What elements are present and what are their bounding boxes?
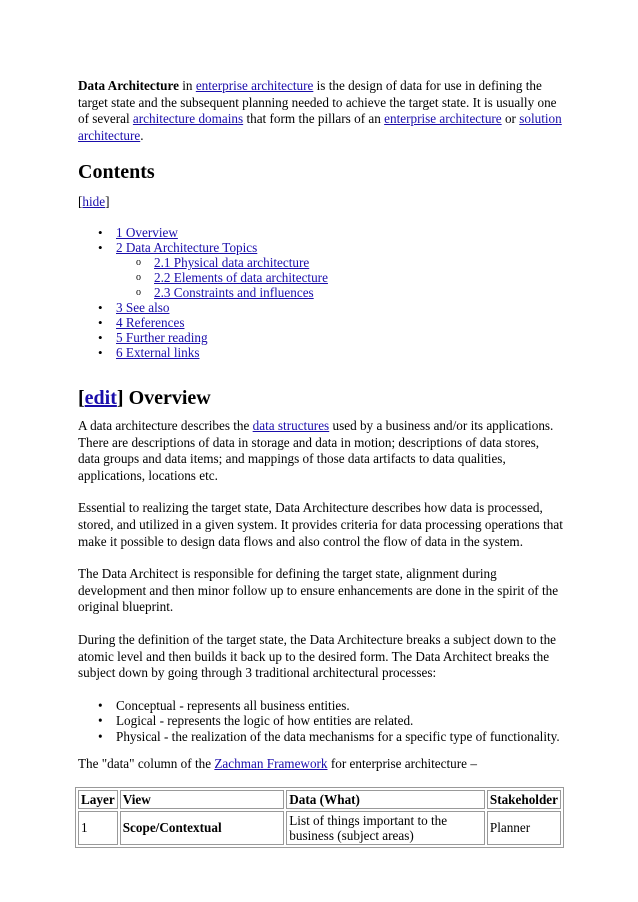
paragraph-text: used by a business and/or its applications. There are descriptions of data in storage and data in motion; descriptions of data stores, data groups and data items; and mappings of those data artifacts to data qualities, applications, locations etc. bbox=[78, 417, 554, 483]
paragraph-text: A data architecture describes the bbox=[78, 417, 253, 433]
paragraph-text: The "data" column of the bbox=[78, 756, 215, 772]
table-row bbox=[78, 811, 561, 845]
toc-link-further-reading[interactable]: 5 Further reading bbox=[116, 329, 208, 345]
architecture-domains-link[interactable]: architecture domains bbox=[132, 111, 244, 127]
toc-link-overview[interactable]: 1 Overview bbox=[116, 224, 178, 240]
contents-heading: Contents bbox=[78, 161, 155, 184]
paragraph-text: for enterprise architecture – bbox=[327, 756, 477, 772]
solution-architecture-link[interactable]: solution architecture bbox=[78, 111, 562, 143]
zachman-framework-link[interactable]: Zachman Framework bbox=[214, 756, 328, 772]
table-cell-layer: 1 bbox=[78, 811, 118, 845]
overview-title: Overview bbox=[123, 386, 211, 409]
bracket: [ bbox=[78, 386, 85, 409]
overview-paragraph-1 bbox=[78, 418, 564, 484]
table-cell-view: Scope/Contextual bbox=[120, 811, 285, 845]
toc-subitem bbox=[136, 255, 564, 270]
toc-link-external-links[interactable]: 6 External links bbox=[116, 344, 200, 360]
column-header-layer: Layer bbox=[78, 790, 118, 809]
toc-item bbox=[98, 315, 564, 330]
toc-subitem bbox=[136, 270, 564, 285]
column-header-view: View bbox=[120, 790, 285, 809]
toc-link-physical[interactable]: 2.1 Physical data architecture bbox=[154, 254, 310, 270]
table-of-contents bbox=[98, 225, 564, 360]
overview-paragraph-3: The Data Architect is responsible for defining the target state, alignment during development and then minor follow up to ensure enhancements are done in the spirit of the original blueprint. bbox=[78, 566, 559, 615]
list-item: • Conceptual - represents all business entities. bbox=[98, 698, 564, 714]
overview-paragraph-2: Essential to realizing the target state, Data Architecture describes how data is processed, stored, and utilized in a given system. It provides criteria for data processing operations that make it possible to design data flows and also control the flow of data in the system. bbox=[78, 500, 563, 549]
column-header-data: Data (What) bbox=[286, 790, 485, 809]
table-cell-stakeholder: Planner bbox=[487, 811, 561, 845]
hide-toc-link[interactable]: hide bbox=[82, 194, 106, 210]
intro-term: Data Architecture bbox=[78, 78, 179, 93]
enterprise-architecture-link-2[interactable]: enterprise architecture bbox=[384, 111, 502, 127]
toc-link-constraints[interactable]: 2.3 Constraints and influences bbox=[154, 284, 314, 300]
toc-item bbox=[98, 225, 564, 240]
toc-item bbox=[98, 330, 564, 345]
toc-link-see-also[interactable]: 3 See also bbox=[116, 299, 170, 315]
intro-text: or bbox=[501, 111, 520, 127]
toc-item bbox=[98, 240, 564, 300]
column-header-stakeholder: Stakeholder bbox=[487, 790, 561, 809]
list-item: • Logical - represents the logic of how entities are related. bbox=[98, 713, 564, 729]
toc-link-elements[interactable]: 2.2 Elements of data architecture bbox=[154, 269, 328, 285]
toc-subitem bbox=[136, 285, 564, 300]
overview-paragraph-4: During the definition of the target state, the Data Architecture breaks a subject down to the atomic level and then builds it back up to the desired form. The Data Architect breaks the subject down by going through 3 traditional architectural processes: bbox=[78, 631, 557, 681]
zachman-table bbox=[75, 787, 564, 848]
bracket: [ bbox=[78, 194, 83, 210]
toc-link-topics[interactable]: 2 Data Architecture Topics bbox=[116, 239, 258, 255]
zachman-paragraph bbox=[78, 756, 564, 773]
toc-link-references[interactable]: 4 References bbox=[116, 314, 185, 330]
overview-heading bbox=[78, 386, 564, 410]
intro-text: that form the pillars of an bbox=[243, 111, 385, 127]
edit-section-link[interactable]: edit bbox=[84, 386, 117, 409]
toc-item bbox=[98, 345, 564, 360]
intro-text: . bbox=[140, 127, 144, 143]
process-list bbox=[98, 698, 564, 745]
bracket: ] bbox=[116, 386, 124, 409]
toc-item bbox=[98, 300, 564, 315]
list-item: • Physical - the realization of the data mechanisms for a specific type of functionality. bbox=[98, 729, 564, 745]
toc-toggle bbox=[78, 194, 564, 211]
enterprise-architecture-link[interactable]: enterprise architecture bbox=[195, 78, 314, 93]
article-body bbox=[78, 78, 564, 848]
bracket: ] bbox=[105, 194, 110, 210]
table-header-row bbox=[78, 790, 561, 809]
data-structures-link[interactable]: data structures bbox=[252, 417, 330, 433]
intro-text: in bbox=[178, 78, 196, 93]
toc-sublist bbox=[136, 255, 564, 300]
intro-paragraph bbox=[78, 78, 564, 144]
table-cell-data: List of things important to the business (subject areas) bbox=[286, 811, 485, 845]
intro-text: is the design of data for use in defining the target state and the subsequent planning needed to achieve the target state. It is usually one of several bbox=[78, 78, 557, 127]
